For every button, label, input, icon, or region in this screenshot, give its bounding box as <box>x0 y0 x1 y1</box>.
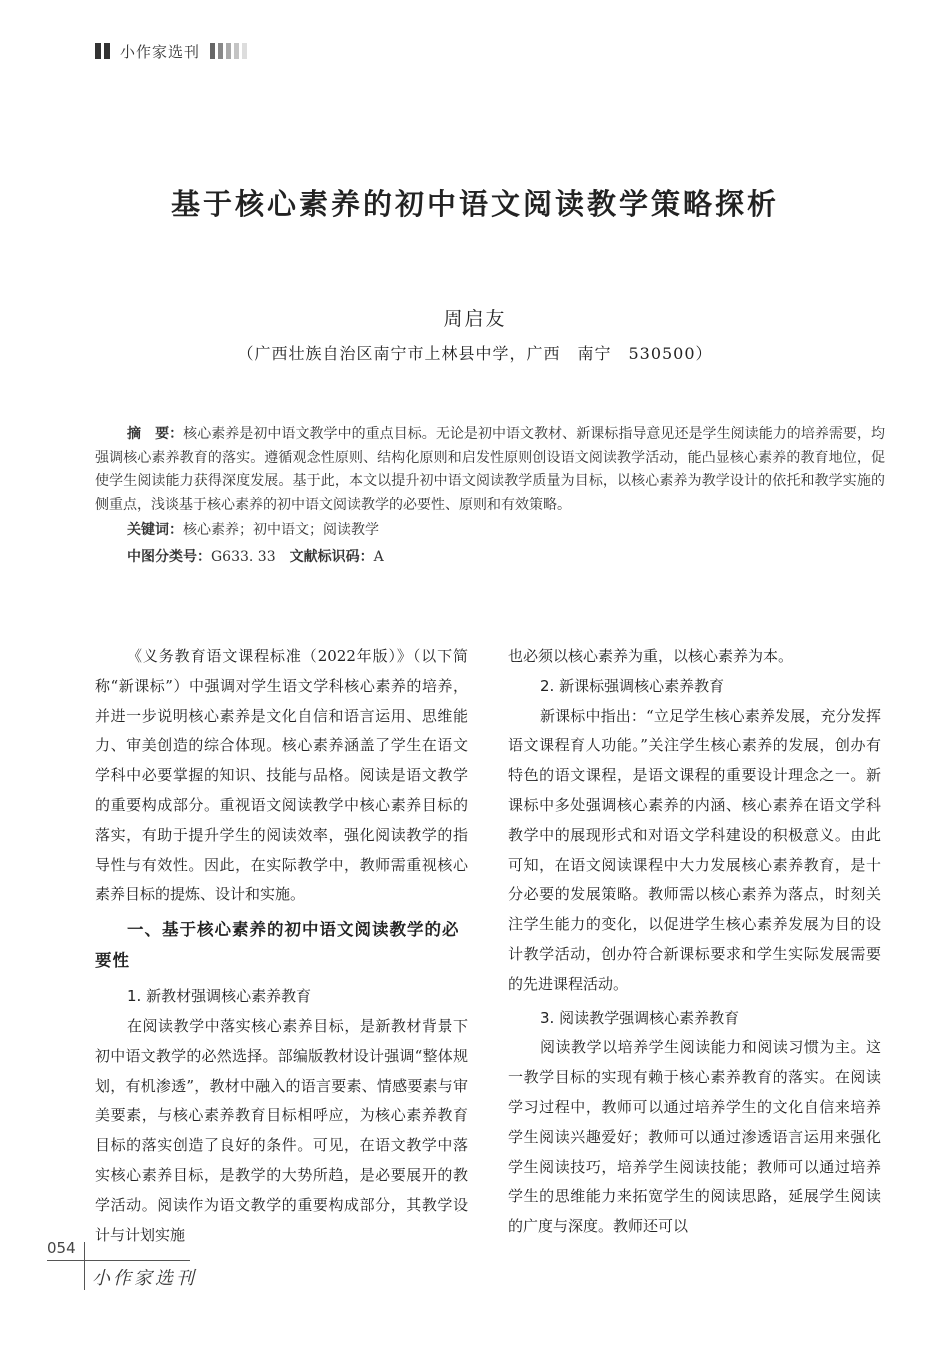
clc-value: G633. 33 <box>211 549 276 566</box>
body-column-right <box>508 642 881 1242</box>
body-paragraph: 在阅读教学中落实核心素养目标，是新教材背景下初中语文教学的必然选择。部编版教材设计强调“整体规划，有机渗透”，教材中融入的语言要素、情感要素与审美要素，与核心素养教育目标相呼应，为核心素养教育目标的落实创造了良好的条件。可见，在语文教学中落实核心素养目标，是教学的大势所趋，是必要展开的教学活动。阅读作为语文教学的重要构成部分，其教学设计与计划实施 <box>95 1016 468 1244</box>
footer-logo: 小作家选刊 <box>92 1268 197 1289</box>
body-paragraph: 阅读教学以培养学生阅读能力和阅读习惯为主。这一教学目标的实现有赖于核心素养教育的落实。在阅读学习过程中，教师可以通过培养学生的文化自信来培养学生阅读兴趣爱好；教师可以通过渗透语言运用来强化学生阅读技巧，培养学生阅读技能；教师可以通过培养学生的思维能力来拓宽学生的阅读思路，延展学生阅读的广度与深度。教师还可以 <box>508 1038 881 1236</box>
header-bar-fade <box>226 43 231 59</box>
body-paragraph: 新课标中指出：“立足学生核心素养发展，充分发挥语文课程育人功能。”关注学生核心素养的发展，创办有特色的语文课程，是语文课程的重要设计理念之一。新课标中多处强调核心素养的内涵、核心素养在语文学科教学中的展现形式和对语文学科建设的积极意义。由此可知，在语文阅读课程中大力发展核心素养教育，是十分必要的发展策略。教师需以核心素养为落点，时刻关注学生能力的变化，以促进学生核心素养发展为目的设计教学活动，创办符合新课标要求和学生实际发展需要的先进课程活动。 <box>508 706 881 993</box>
author-affiliation: （广西壮族自治区南宁市上林县中学，广西 南宁 530500） <box>237 344 713 363</box>
keywords-text: 核心素养；初中语文；阅读教学 <box>183 522 379 539</box>
body-column-left <box>95 642 468 1250</box>
body-paragraph: 也必须以核心素养为重，以核心素养为本。 <box>508 647 794 665</box>
running-header <box>95 40 247 62</box>
subsection-heading: 3. 阅读教学强调核心素养教育 <box>540 1008 740 1027</box>
header-bar-fade <box>218 43 223 59</box>
header-bars-right <box>210 43 247 59</box>
clc-label: 中图分类号： <box>127 549 211 566</box>
section-heading: 一、基于核心素养的初中语文阅读教学的必要性 <box>95 920 460 971</box>
abstract-block <box>95 423 885 571</box>
header-bars-left <box>95 43 110 59</box>
header-bar-fade <box>242 43 247 59</box>
doc-code-label: 文献标识码： <box>289 549 374 566</box>
header-bar <box>95 43 101 59</box>
header-bar-fade <box>210 43 215 59</box>
header-bar <box>104 43 110 59</box>
author-name: 周启友 <box>443 308 507 330</box>
abstract-text: 核心素养是初中语文教学中的重点目标。无论是初中语文教材、新课标指导意见还是学生阅读能力的培养需要，均强调核心素养教育的落实。遵循观念性原则、结构化原则和启发性原则创设语文阅读教学活动，能凸显核心素养的教育地位，促使学生阅读能力获得深度发展。基于此，本文以提升初中语文阅读教学质量为目标，以核心素养为教学设计的依托和教学实施的侧重点，浅谈基于核心素养的初中语文阅读教学的必要性、原则和有效策略。 <box>95 426 886 513</box>
page-number: 054 <box>47 1239 76 1257</box>
body-paragraph: 《义务教育语文课程标准（2022年版）》（以下简称“新课标”）中强调对学生语文学科核心素养的培养，并进一步说明核心素养是文化自信和语言运用、思维能力、审美创造的综合体现。核心素养涵盖了学生在语文学科中必要掌握的知识、技能与品格。阅读是语文教学的重要构成部分。重视语文阅读教学中核心素养目标的落实，有助于提升学生的阅读效率，强化阅读教学的指导性与有效性。因此，在实际教学中，教师需重视核心素养目标的提炼、设计和实施。 <box>95 647 468 904</box>
journal-name: 小作家选刊 <box>120 42 201 61</box>
keywords-label: 关键词： <box>127 522 183 539</box>
header-bar-fade <box>234 43 239 59</box>
keywords-line <box>127 517 885 544</box>
abstract-paragraph <box>95 423 885 517</box>
abstract-label: 摘 要： <box>127 426 184 442</box>
subsection-heading: 2. 新课标强调核心素养教育 <box>540 676 725 695</box>
classification-line <box>127 544 885 571</box>
subsection-heading: 1. 新教材强调核心素养教育 <box>127 987 312 1006</box>
footer-rule-horizontal <box>47 1260 190 1261</box>
article-title: 基于核心素养的初中语文阅读教学策略探析 <box>170 187 779 221</box>
doc-code-value: A <box>373 549 384 566</box>
footer-rule-vertical <box>84 1242 85 1290</box>
